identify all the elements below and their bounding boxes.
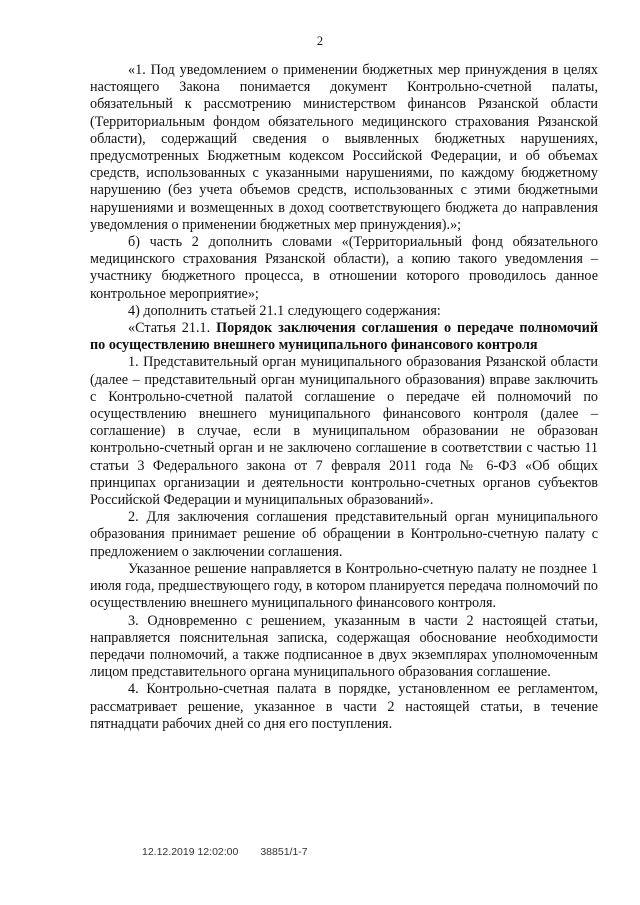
footer-timestamp: 12.12.2019 12:02:00 [142,846,239,858]
article-paragraph-4: 4. Контрольно-счетная палата в порядке, установленном ее регламентом, рассматривает решение, указанное в части 2 настоящей статьи, в течение пятнадцати рабочих дней со дня его поступления. [90,681,598,732]
article-paragraph-3: 3. Одновременно с решением, указанным в части 2 настоящей статьи, направляется пояснительная записка, содержащая обоснование необходимости передачи полномочий, а также подписанное в двух экземплярах уполномоченным лицом представительного органа муниципального образования соглашение. [90,612,598,681]
article-paragraph-2: 2. Для заключения соглашения представительный орган муниципального образования принимает решение об обращении в Контрольно-счетную палату с предложением о заключении соглашения. [90,509,598,560]
article-title: Порядок заключения соглашения о передаче полномочий по осуществлению внешнего муниципального финансового контроля [90,320,598,354]
document-body [90,62,598,733]
paragraph-definition: «1. Под уведомлением о применении бюджетных мер принуждения в целях настоящего Закона понимается документ Контрольно-счетной палаты, обязательный к рассмотрению министерством финансов Рязанской области (Территориальным фондом обязательного медицинского страхования Рязанской области), содержащий сведения о выявленных бюджетных нарушениях, предусмотренных Бюджетным кодексом Российской Федерации, и об объемах средств, использованных с указанными нарушениями, по каждому бюджетному нарушению (без учета объемов средств, использованных с этими бюджетными нарушениями и возмещенных в доход соответствующего бюджета до направления уведомления о применении бюджетных мер принуждения).»; [90,62,598,233]
article-paragraph-2-continued: Указанное решение направляется в Контрольно-счетную палату не позднее 1 июля года, предшествующего году, в котором планируется передача полномочий по осуществлению внешнего муниципального финансового контроля. [90,560,598,612]
paragraph-add-article: 4) дополнить статьей 21.1 следующего содержания: [128,302,441,319]
article-prefix: «Статья 21.1. [128,320,211,337]
article-paragraph-1: 1. Представительный орган муниципального образования Рязанской области (далее – представительный орган муниципального образования) вправе заключить с Контрольно-счетной палатой соглашение о передаче ей полномочий по осуществлению внешнего муниципального финансового контроля (далее – соглашение) в случае, если в муниципальном образовании не образован контрольно-счетный орган и не заключено соглашение в соответствии с частью 11 статьи 3 Федерального закона от 7 февраля 2011 года № 6-ФЗ «Об общих принципах организации и деятельности контрольно-счетных органов субъектов Российской Федерации и муниципальных образований». [90,354,598,509]
article-heading [90,320,598,354]
paragraph-part-2-amendment: б) часть 2 дополнить словами «(Территориальный фонд обязательного медицинского страхования Рязанской области), а копию такого уведомления – участнику бюджетного процесса, в отношении которого проводилось данное контрольное мероприятие»; [90,234,598,302]
footer-doc-code: 38851/1-7 [260,846,308,858]
page-number: 2 [316,34,324,48]
document-footer [142,846,308,858]
